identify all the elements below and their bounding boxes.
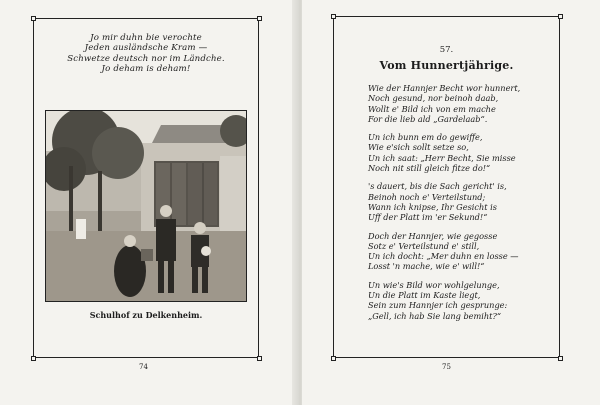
photo-caption: Schulhof zu Delkenheim.: [89, 310, 203, 320]
verse-line: 's dauert, bis die Sach gericht' is,: [368, 181, 507, 192]
verse-line: Doch der Hannjer, wie gegosse: [368, 230, 498, 241]
verse-line: Wann ich knipse, Ihr Gesicht is: [368, 201, 497, 212]
left-page: [0, 0, 298, 405]
verse-line: Wollt e' Bild ich von em mache: [368, 103, 496, 114]
stanza: [368, 132, 548, 173]
verse-line: For die lieb ald „Gardelaab“.: [368, 113, 488, 124]
page-number-right: 75: [442, 363, 451, 371]
left-verse: [34, 33, 258, 74]
verse-line: Un die Platt im Kaste liegt,: [368, 290, 481, 301]
page-number-left: 74: [139, 363, 148, 371]
verse-line: Jeden ausländsche Kram —: [84, 43, 208, 54]
verse-line: Wie der Hannjer Becht wor hunnert,: [368, 83, 521, 93]
stanza: [368, 83, 548, 124]
poem-body: [368, 83, 548, 329]
verse-line: Un ich bunn em do gewiffe,: [368, 132, 483, 143]
verse-line: Schwetze deutsch nor im Ländche.: [67, 53, 225, 64]
verse-line: Beinoh noch e' Verteilstund;: [368, 191, 486, 202]
right-page-frame: [333, 16, 560, 358]
verse-line: Losst 'n mache, wie e' will!“: [368, 261, 485, 272]
verse-line: Uff der Platt im 'er Sekund!“: [368, 212, 488, 223]
verse-line: Un ich saat: „Herr Becht, Sie misse: [368, 152, 516, 163]
verse-line: Noch nit still gleich fitze do!“: [368, 163, 491, 174]
stanza: [368, 181, 548, 222]
verse-line: Un ich docht: „Mer duhn en losse —: [368, 251, 519, 262]
verse-line: „Gell, ich hab Sie lang bemiht?“: [368, 310, 502, 321]
verse-line: Noch gesund, nor beinoh daab,: [368, 93, 499, 104]
schoolyard-photo: [45, 110, 247, 302]
verse-line: Sein zum Hannjer ich gesprunge:: [368, 300, 508, 311]
verse-line: Jo mir duhn bie verochte: [90, 33, 202, 43]
stanza: [368, 280, 548, 321]
left-page-frame: [33, 18, 259, 358]
poem-number: 57.: [439, 45, 454, 55]
verse-line: Jo deham is deham!: [101, 63, 191, 74]
poem-title: Vom Hunnertjährige.: [379, 59, 514, 72]
verse-line: Un wie's Bild wor wohlgelunge,: [368, 279, 500, 290]
verse-line: Sotz e' Verteilstund e' still,: [368, 240, 480, 251]
verse-line: Wie e'sich sollt setze so,: [368, 142, 469, 153]
stanza: [368, 231, 548, 272]
